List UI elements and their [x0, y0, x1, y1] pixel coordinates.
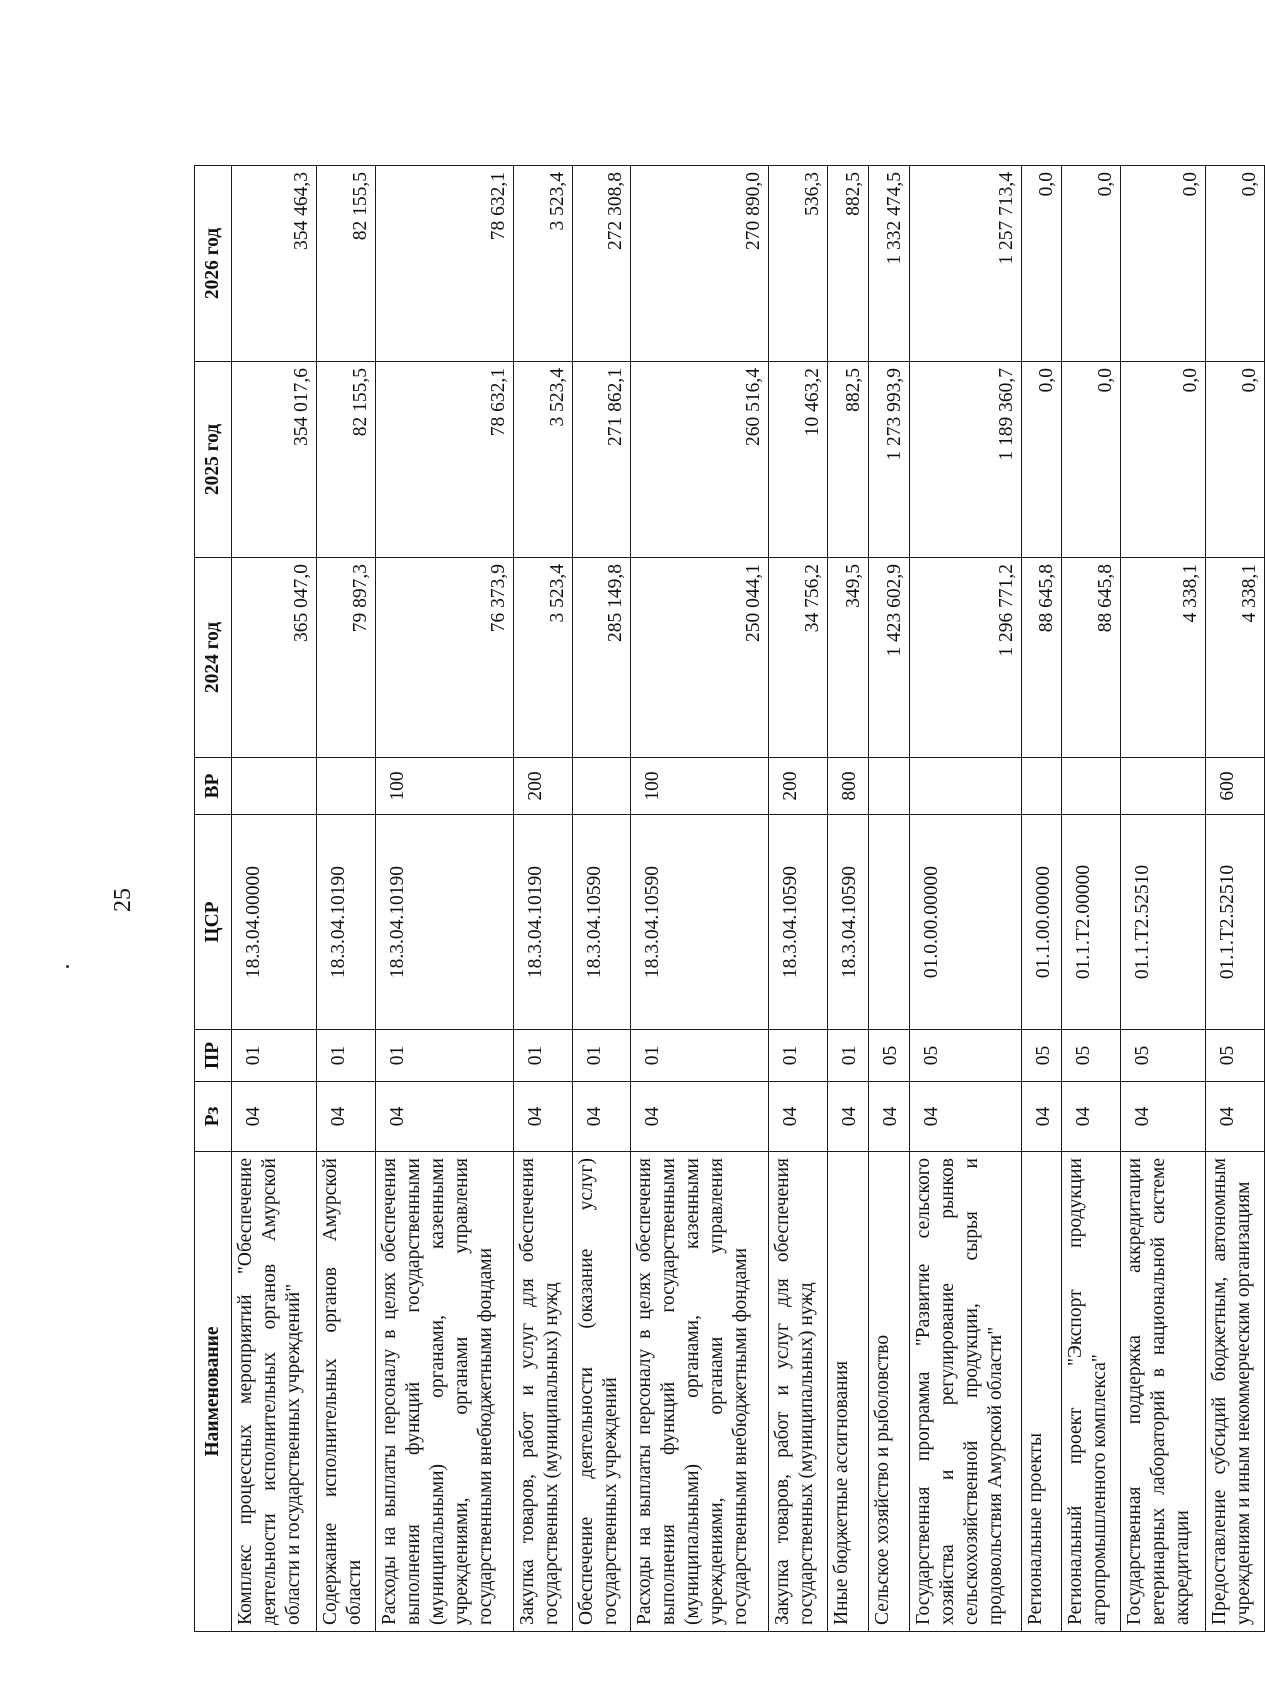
cell-pr: 01	[828, 1030, 869, 1082]
cell-rz: 04	[868, 1082, 909, 1152]
cell-vr: 600	[1206, 758, 1265, 815]
header-vr: ВР	[195, 758, 232, 815]
table-row	[1206, 166, 1265, 1632]
cell-pr: 01	[572, 1030, 631, 1082]
cell-pr: 01	[317, 1030, 376, 1082]
cell-rz: 04	[1021, 1082, 1062, 1152]
cell-rz: 04	[232, 1082, 317, 1152]
cell-vr	[1021, 758, 1062, 815]
table-row	[375, 166, 513, 1632]
cell-rz: 04	[828, 1082, 869, 1152]
cell-csr: 01.1.00.00000	[1021, 815, 1062, 1030]
cell-2025: 78 632,1	[375, 362, 513, 558]
cell-pr: 01	[769, 1030, 828, 1082]
cell-csr: 18.3.04.10590	[631, 815, 769, 1030]
cell-csr: 01.1.T2.52510	[1206, 815, 1265, 1030]
cell-2026: 1 332 474,5	[868, 166, 909, 362]
table-row	[631, 166, 769, 1632]
cell-vr	[317, 758, 376, 815]
cell-2025: 1 273 993,9	[868, 362, 909, 558]
cell-name: Государственная программа "Развитие сельского хозяйства и регулирование рынков сельскохозяйственной продукции, сырья и продовольствия Амурской области"	[909, 1152, 1021, 1632]
page-number: 25	[110, 888, 136, 912]
cell-2024: 88 645,8	[1062, 558, 1121, 758]
cell-rz: 04	[375, 1082, 513, 1152]
cell-pr: 01	[232, 1030, 317, 1082]
cell-2026: 270 890,0	[631, 166, 769, 362]
cell-2026: 1 257 713,4	[909, 166, 1021, 362]
cell-vr: 100	[631, 758, 769, 815]
cell-vr: 800	[828, 758, 869, 815]
cell-pr: 05	[1206, 1030, 1265, 1082]
cell-rz: 04	[514, 1082, 573, 1152]
cell-rz: 04	[631, 1082, 769, 1152]
cell-2025: 0,0	[1062, 362, 1121, 558]
cell-2025: 3 523,4	[514, 362, 573, 558]
cell-pr: 01	[514, 1030, 573, 1082]
cell-pr: 05	[1121, 1030, 1206, 1082]
header-rz: Рз	[195, 1082, 232, 1152]
cell-2026: 78 632,1	[375, 166, 513, 362]
cell-pr: 01	[631, 1030, 769, 1082]
cell-2026: 536,3	[769, 166, 828, 362]
table-header-row	[195, 166, 232, 1632]
cell-2025: 82 155,5	[317, 362, 376, 558]
budget-table-sheet	[194, 166, 1265, 1632]
cell-2026: 82 155,5	[317, 166, 376, 362]
cell-2026: 0,0	[1206, 166, 1265, 362]
table-row	[1062, 166, 1121, 1632]
table-row	[868, 166, 909, 1632]
cell-2025: 0,0	[1021, 362, 1062, 558]
cell-csr: 18.3.04.10190	[375, 815, 513, 1030]
cell-2024: 4 338,1	[1121, 558, 1206, 758]
cell-2025: 1 189 360,7	[909, 362, 1021, 558]
cell-csr: 01.1.T2.00000	[1062, 815, 1121, 1030]
cell-csr	[868, 815, 909, 1030]
table-row	[1121, 166, 1206, 1632]
table-row	[514, 166, 573, 1632]
cell-name: Предоставление субсидий бюджетным, автономным учреждениям и иным некоммерческим организациям	[1206, 1152, 1265, 1632]
cell-vr	[909, 758, 1021, 815]
cell-rz: 04	[1121, 1082, 1206, 1152]
table-row	[232, 166, 317, 1632]
cell-vr	[572, 758, 631, 815]
cell-rz: 04	[317, 1082, 376, 1152]
cell-vr	[1121, 758, 1206, 815]
cell-name: Сельское хозяйство и рыболовство	[868, 1152, 909, 1632]
cell-2024: 365 047,0	[232, 558, 317, 758]
cell-name: Обеспечение деятельности (оказание услуг) государственных учреждений	[572, 1152, 631, 1632]
cell-2024: 76 373,9	[375, 558, 513, 758]
cell-csr: 18.3.04.10190	[514, 815, 573, 1030]
cell-pr: 05	[1021, 1030, 1062, 1082]
cell-csr: 18.3.04.10190	[317, 815, 376, 1030]
cell-2025: 0,0	[1121, 362, 1206, 558]
cell-2026: 354 464,3	[232, 166, 317, 362]
cell-2024: 88 645,8	[1021, 558, 1062, 758]
cell-2024: 349,5	[828, 558, 869, 758]
table-row	[909, 166, 1021, 1632]
cell-rz: 04	[1062, 1082, 1121, 1152]
cell-2024: 1 423 602,9	[868, 558, 909, 758]
cell-pr: 05	[868, 1030, 909, 1082]
cell-name: Региональные проекты	[1021, 1152, 1062, 1632]
cell-vr: 200	[514, 758, 573, 815]
cell-2025: 882,5	[828, 362, 869, 558]
cell-vr	[868, 758, 909, 815]
cell-name: Иные бюджетные ассигнования	[828, 1152, 869, 1632]
cell-rz: 04	[769, 1082, 828, 1152]
table-row	[572, 166, 631, 1632]
cell-rz: 04	[1206, 1082, 1265, 1152]
cell-2026: 0,0	[1021, 166, 1062, 362]
cell-2025: 354 017,6	[232, 362, 317, 558]
cell-2025: 260 516,4	[631, 362, 769, 558]
cell-2025: 0,0	[1206, 362, 1265, 558]
cell-vr: 100	[375, 758, 513, 815]
header-2026: 2026 год	[195, 166, 232, 362]
cell-vr: 200	[769, 758, 828, 815]
cell-csr: 18.3.04.10590	[769, 815, 828, 1030]
header-2024: 2024 год	[195, 558, 232, 758]
cell-csr: 01.1.T2.52510	[1121, 815, 1206, 1030]
cell-2024: 34 756,2	[769, 558, 828, 758]
cell-name: Региональный проект "Экспорт продукции агропромышленного комплекса"	[1062, 1152, 1121, 1632]
cell-name: Содержание исполнительных органов Амурской области	[317, 1152, 376, 1632]
budget-table	[194, 165, 1265, 1632]
cell-2024: 250 044,1	[631, 558, 769, 758]
cell-2025: 10 463,2	[769, 362, 828, 558]
header-csr: ЦСР	[195, 815, 232, 1030]
table-row	[828, 166, 869, 1632]
cell-name: Государственная поддержка аккредитации ветеринарных лабораторий в национальной системе аккредитации	[1121, 1152, 1206, 1632]
cell-name: Комплекс процессных мероприятий "Обеспечение деятельности исполнительных органов Амурской области и государственных учреждений"	[232, 1152, 317, 1632]
cell-2024: 1 296 771,2	[909, 558, 1021, 758]
cell-pr: 05	[909, 1030, 1021, 1082]
cell-csr: 18.3.04.10590	[828, 815, 869, 1030]
table-body	[232, 166, 1265, 1632]
header-2025: 2025 год	[195, 362, 232, 558]
cell-2024: 3 523,4	[514, 558, 573, 758]
cell-2026: 882,5	[828, 166, 869, 362]
cell-csr: 18.3.04.00000	[232, 815, 317, 1030]
cell-pr: 01	[375, 1030, 513, 1082]
cell-rz: 04	[572, 1082, 631, 1152]
table-row	[317, 166, 376, 1632]
cell-2026: 0,0	[1062, 166, 1121, 362]
cell-name: Расходы на выплаты персоналу в целях обеспечения выполнения функций государственными (муниципальными) органами, казенными учреждениями, органами управления государственными внебюджетными фондами	[631, 1152, 769, 1632]
header-name: Наименование	[195, 1152, 232, 1632]
header-pr: ПР	[195, 1030, 232, 1082]
cell-2024: 79 897,3	[317, 558, 376, 758]
cell-2024: 4 338,1	[1206, 558, 1265, 758]
cell-vr	[1062, 758, 1121, 815]
table-row	[1021, 166, 1062, 1632]
cell-2026: 0,0	[1121, 166, 1206, 362]
cell-vr	[232, 758, 317, 815]
scan-speck	[66, 965, 69, 968]
cell-2025: 271 862,1	[572, 362, 631, 558]
cell-name: Расходы на выплаты персоналу в целях обеспечения выполнения функций государственными (муниципальными) органами, казенными учреждениями, органами управления государственными внебюджетными фондами	[375, 1152, 513, 1632]
cell-2024: 285 149,8	[572, 558, 631, 758]
cell-csr: 01.0.00.00000	[909, 815, 1021, 1030]
cell-rz: 04	[909, 1082, 1021, 1152]
cell-pr: 05	[1062, 1030, 1121, 1082]
cell-2026: 3 523,4	[514, 166, 573, 362]
table-row	[769, 166, 828, 1632]
cell-2026: 272 308,8	[572, 166, 631, 362]
cell-name: Закупка товаров, работ и услуг для обеспечения государственных (муниципальных) нужд	[769, 1152, 828, 1632]
cell-name: Закупка товаров, работ и услуг для обеспечения государственных (муниципальных) нужд	[514, 1152, 573, 1632]
cell-csr: 18.3.04.10590	[572, 815, 631, 1030]
